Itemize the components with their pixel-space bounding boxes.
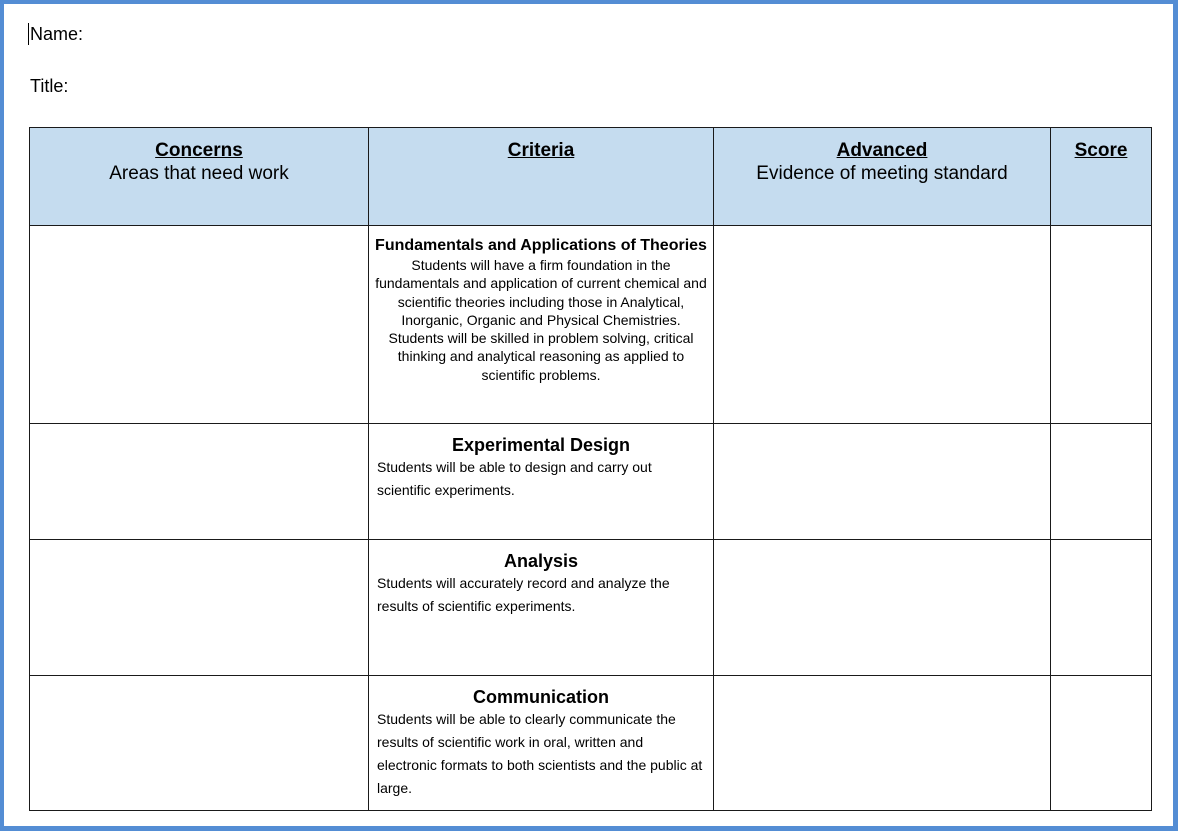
name-field[interactable] [30, 24, 83, 44]
criteria-title: Fundamentals and Applications of Theories [375, 237, 707, 254]
criteria-description: Students will accurately record and analyze the results of scientific experiments. [377, 575, 670, 614]
text-cursor [28, 23, 29, 45]
name-label: Name: [30, 24, 84, 44]
title-label: Title: [30, 76, 69, 96]
criteria-cell[interactable] [369, 226, 714, 424]
advanced-cell[interactable] [714, 676, 1051, 811]
header-advanced-subtitle: Evidence of meeting standard [756, 163, 1008, 184]
table-row [30, 676, 1152, 811]
advanced-cell[interactable] [714, 540, 1051, 676]
criteria-title: Analysis [503, 551, 579, 571]
criteria-cell[interactable] [369, 676, 714, 811]
header-concerns-subtitle: Areas that need work [109, 163, 289, 184]
advanced-cell[interactable] [714, 226, 1051, 424]
header-row [30, 128, 1152, 226]
concerns-cell[interactable] [30, 676, 369, 811]
rubric-table [29, 127, 1152, 811]
score-cell[interactable] [1051, 226, 1152, 424]
table-row [30, 424, 1152, 540]
table-row [30, 226, 1152, 424]
header-score-title: Score [1074, 140, 1128, 161]
criteria-cell[interactable] [369, 540, 714, 676]
score-cell[interactable] [1051, 540, 1152, 676]
advanced-cell[interactable] [714, 424, 1051, 540]
criteria-title: Communication [472, 687, 609, 707]
score-cell[interactable] [1051, 676, 1152, 811]
header-advanced-title: Advanced [836, 140, 928, 161]
title-field[interactable] [30, 76, 68, 96]
header-criteria-title: Criteria [507, 140, 575, 161]
table-row [30, 540, 1152, 676]
score-cell[interactable] [1051, 424, 1152, 540]
criteria-description: Students will be able to clearly communicate the results of scientific work in oral, written and electronic formats to both scientists and the public at large. [377, 711, 703, 796]
criteria-description: Students will have a firm foundation in the fundamentals and application of current chemical and scientific theories including those in Analytical, Inorganic, Organic and Physical Chemistries. Students will be skilled in problem solving, critical thinking and analytical reasoning as applied to scientific problems. [375, 257, 707, 383]
header-concerns[interactable] [30, 128, 369, 226]
criteria-description: Students will be able to design and carry out scientific experiments. [377, 459, 652, 498]
concerns-cell[interactable] [30, 424, 369, 540]
header-advanced[interactable] [714, 128, 1051, 226]
concerns-cell[interactable] [30, 226, 369, 424]
criteria-cell[interactable] [369, 424, 714, 540]
header-concerns-title: Concerns [155, 140, 243, 161]
criteria-title: Experimental Design [451, 435, 631, 455]
header-criteria[interactable] [369, 128, 714, 226]
concerns-cell[interactable] [30, 540, 369, 676]
header-score[interactable] [1051, 128, 1152, 226]
